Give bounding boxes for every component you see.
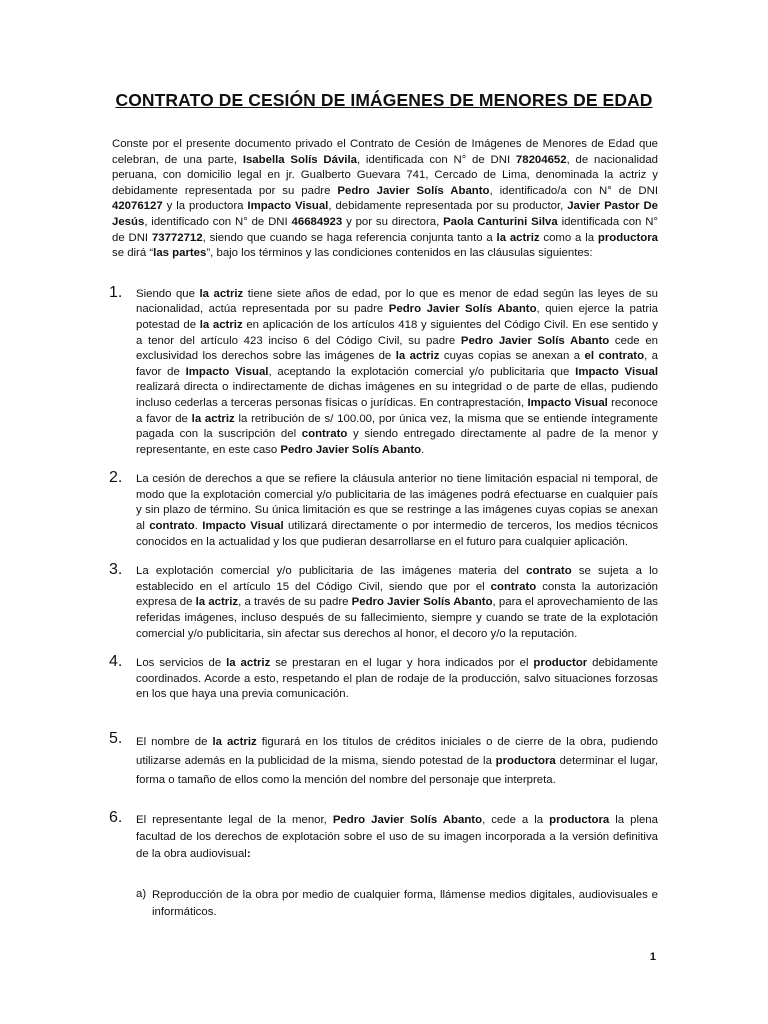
clause-number: 6.	[109, 809, 123, 826]
clause-number: 4.	[109, 653, 123, 671]
clause-number: 3.	[109, 561, 123, 579]
subclause-letter: a)	[136, 888, 147, 900]
clause-text: Siendo que la actriz tiene siete años de edad, por lo que es menor de edad según las leyes de su nacionalidad, actúa representada por su padre Pedro Javier Solís Abanto, quien ejerce la patria potestad de la actriz en aplicación de los artículos 418 y siguientes del Código Civil. En ese sentido y a tenor del artículo 423 inciso 6 del Código Civil, su padre Pedro Javier Solís Abanto cede en exclusividad los derechos sobre las imágenes de la actriz cuyas copias se anexan a el contrato, a favor de Impacto Visual, aceptando la explotación comercial y/o publicitaria que Impacto Visual realizará directa o indirectamente de dichas imágenes en su integridad o de parte de ellas, pudiendo incluso cederlas a terceras personas físicas o jurídicas. En contraprestación, Impacto Visual reconoce a favor de la actriz la retribución de s/ 100.00, por única vez, la misma que se entiende íntegramente pagada con la suscripción del contrato y siendo entregado directamente al padre de la menor y representante, en este caso Pedro Javier Solís Abanto.	[136, 287, 659, 456]
clause-4	[109, 653, 659, 703]
clause-text: El representante legal de la menor, Pedro Javier Solís Abanto, cede a la productora la plena facultad de los derechos de explotación sobre el uso de su imagen incorporada a la versión definitiva de la obra audiovisual:	[136, 814, 658, 860]
clause-1	[109, 283, 659, 459]
intro-paragraph: Conste por el presente documento privado el Contrato de Cesión de Imágenes de Menores de Edad que celebran, de una parte, Isabella Solís Dávila, identificada con N° de DNI 78204652, de nacionalidad peruana, con domicilio legal en jr. Gualberto Guevara 741, Cercado de Lima, denominada la actriz y debidamente representada por su padre Pedro Javier Solís Abanto, identificado/a con N° de DNI 42076127 y la productora Impacto Visual, debidamente representada por su productor, Javier Pastor De Jesús, identificado con N° de DNI 46684923 y por su directora, Paola Canturini Silva identificada con N° de DNI 73772712, siendo que cuando se haga referencia conjunta tanto a la actriz como a la productora se dirá “las partes”, bajo los términos y las condiciones contenidos en las cláusulas siguientes:	[112, 138, 659, 260]
clause-number: 5.	[109, 730, 123, 747]
subclause-a	[112, 887, 658, 921]
clause-6	[109, 809, 658, 863]
clause-text: La cesión de derechos a que se refiere la cláusula anterior no tiene limitación espacial ni temporal, de modo que la explotación comercial y/o publicitaria de las imágenes podrá efectuarse en cualquier país y sin plazo de término. Su única limitación es que se restringe a las imágenes cuyas copias se anexan al contrato. Impacto Visual utilizará directamente o por intermedio de terceros, los medios técnicos conocidos en la actualidad y los que pudieran desarrollarse en el futuro para cualquier aplicación.	[136, 473, 659, 548]
clause-text: Los servicios de la actriz se prestaran en el lugar y hora indicados por el productor debidamente coordinados. Acorde a esto, respetando el plan de rodaje de la producción, salvo situaciones forzosas en los que haya una previa comunicación.	[136, 657, 659, 701]
clause-2	[109, 469, 659, 550]
subclause-text: Reproducción de la obra por medio de cualquier forma, llámense medios digitales, audiovisuales e informáticos.	[152, 889, 658, 918]
page-number: 1	[649, 951, 656, 963]
clause-number: 1.	[109, 283, 123, 301]
document-title: CONTRATO DE CESIÓN DE IMÁGENES DE MENORES DE EDAD	[115, 90, 653, 110]
clause-3	[109, 561, 658, 642]
clause-text: La explotación comercial y/o publicitaria de las imágenes materia del contrato se sujeta a lo establecido en el artículo 15 del Código Civil, siendo que por el contrato consta la autorización expresa de la actriz, a través de su padre Pedro Javier Solís Abanto, para el aprovechamiento de las referidas imágenes, incluso después de su fallecimiento, siempre y cuando se trate de la explotación comercial y/o publicitaria, sin afectar sus derechos al honor, el decoro y/o la reputación.	[136, 565, 658, 640]
clause-5	[109, 730, 658, 790]
clause-number: 2.	[109, 469, 123, 487]
clause-text: El nombre de la actriz figurará en los títulos de créditos iniciales o de cierre de la obra, pudiendo utilizarse además en la publicidad de la misma, siendo potestad de la productora determinar el lugar, forma o tamaño de ellos como la mención del nombre del personaje que interpreta.	[136, 736, 658, 786]
